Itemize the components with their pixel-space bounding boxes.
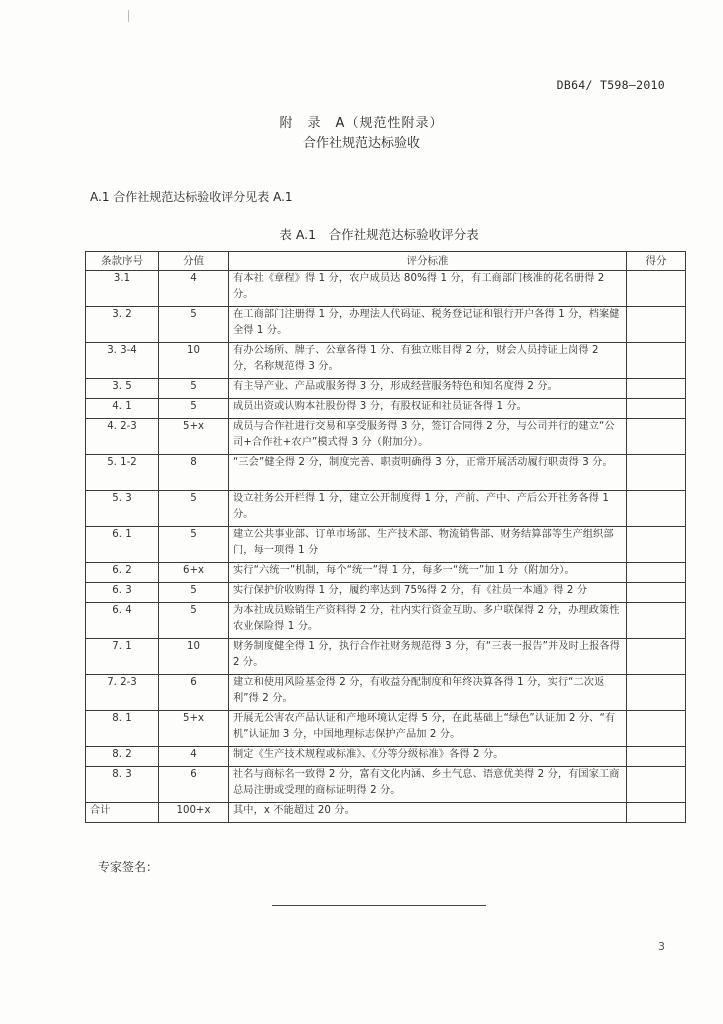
table-row: [86, 527, 686, 563]
table-row: [86, 455, 686, 491]
criteria-text: 成员与合作社进行交易和享受服务得 3 分，签订合同得 2 分，与公司并行的建立“公司+合作社+农户”模式得 3 分（附加分）。: [229, 419, 627, 455]
clause-no: 6. 3: [86, 583, 159, 603]
table-caption: 表 A.1 合作社规范达标验收评分表: [279, 227, 479, 242]
clause-no: 4. 2-3: [86, 419, 159, 455]
obtained-score-cell[interactable]: [627, 399, 686, 419]
scan-artifact: [128, 10, 129, 22]
obtained-score-cell[interactable]: [627, 343, 686, 379]
clause-no: 6. 1: [86, 527, 159, 563]
header-clause-no: 条款序号: [86, 252, 159, 271]
criteria-text: 制定《生产技术规程或标准》、《分等分级标准》各得 2 分。: [229, 747, 627, 767]
table-header-row: [86, 252, 686, 271]
clause-no: 4. 1: [86, 399, 159, 419]
total-note: 其中，x 不能超过 20 分。: [229, 803, 627, 823]
obtained-score-cell[interactable]: [627, 639, 686, 675]
obtained-score-cell[interactable]: [627, 419, 686, 455]
clause-no: 7. 1: [86, 639, 159, 675]
score-table: [85, 251, 686, 823]
clause-no: 8. 1: [86, 711, 159, 747]
score-value: 5: [159, 491, 229, 527]
table-row: [86, 583, 686, 603]
section-intro: A.1 合作社规范达标验收评分见表 A.1: [90, 190, 293, 204]
page-number: 3: [658, 940, 665, 953]
table-row: [86, 379, 686, 399]
criteria-text: 有办公场所、牌子、公章各得 1 分、有独立账目得 2 分，财会人员持证上岗得 2 分，名称规范得 3 分。: [229, 343, 627, 379]
clause-no: 5. 1-2: [86, 455, 159, 491]
header-criteria: 评分标准: [229, 252, 627, 271]
document-code: DB64/ T598—2010: [556, 78, 665, 92]
score-value: 5: [159, 307, 229, 343]
clause-no: 8. 3: [86, 767, 159, 803]
score-value: 10: [159, 639, 229, 675]
table-row: [86, 491, 686, 527]
criteria-text: 社名与商标名一致得 2 分，富有文化内涵、乡土气息、语意优美得 2 分，有国家工商总局注册或受理的商标证明得 2 分。: [229, 767, 627, 803]
total-score: 100+x: [159, 803, 229, 823]
obtained-score-cell[interactable]: [627, 527, 686, 563]
clause-no: 6. 4: [86, 603, 159, 639]
score-value: 6+x: [159, 563, 229, 583]
annex-title: 附 录 A（规范性附录）: [279, 116, 444, 131]
score-value: 10: [159, 343, 229, 379]
criteria-text: 有主导产业、产品或服务得 3 分，形成经营服务特色和知名度得 2 分。: [229, 379, 627, 399]
criteria-text: 实行“六统一”机制，每个“统一”得 1 分，每多一“统一”加 1 分（附加分）。: [229, 563, 627, 583]
obtained-score-cell[interactable]: [627, 747, 686, 767]
header-score: 分值: [159, 252, 229, 271]
obtained-score-cell[interactable]: [627, 583, 686, 603]
criteria-text: 有本社《章程》得 1 分，农户成员达 80%得 1 分，有工商部门核准的花名册得 2 分。: [229, 271, 627, 307]
criteria-text: 财务制度健全得 1 分，执行合作社财务规范得 3 分，有“三表一报告”并及时上报各得 2 分。: [229, 639, 627, 675]
obtained-score-cell[interactable]: [627, 271, 686, 307]
obtained-score-cell[interactable]: [627, 379, 686, 399]
table-row: [86, 603, 686, 639]
score-value: 5: [159, 379, 229, 399]
table-row: [86, 563, 686, 583]
table-row: [86, 419, 686, 455]
clause-no: 8. 2: [86, 747, 159, 767]
score-value: 4: [159, 747, 229, 767]
criteria-text: 为本社成员赊销生产资料得 2 分，社内实行资金互助、多户联保得 2 分，办理政策性农业保险得 1 分。: [229, 603, 627, 639]
table-row: [86, 307, 686, 343]
total-label: 合计: [86, 803, 159, 823]
clause-no: 7. 2-3: [86, 675, 159, 711]
obtained-score-cell[interactable]: [627, 455, 686, 491]
table-row: [86, 747, 686, 767]
obtained-score-cell[interactable]: [627, 675, 686, 711]
score-value: 4: [159, 271, 229, 307]
obtained-score-cell[interactable]: [627, 307, 686, 343]
table-row: [86, 271, 686, 307]
table-row: [86, 343, 686, 379]
score-value: 6: [159, 767, 229, 803]
criteria-text: 设立社务公开栏得 1 分，建立公开制度得 1 分，产前、产中、产后公开社务各得 1 分。: [229, 491, 627, 527]
score-value: 5: [159, 399, 229, 419]
score-value: 8: [159, 455, 229, 491]
score-value: 5: [159, 583, 229, 603]
clause-no: 3.1: [86, 271, 159, 307]
score-value: 5: [159, 603, 229, 639]
score-value: 6: [159, 675, 229, 711]
obtained-score-cell[interactable]: [627, 603, 686, 639]
obtained-score-cell[interactable]: [627, 491, 686, 527]
annex-subtitle: 合作社规范达标验收: [302, 136, 420, 151]
criteria-text: 建立公共事业部、订单市场部、生产技术部、物流销售部、财务结算部等生产组织部门，每一项得 1 分: [229, 527, 627, 563]
obtained-score-cell[interactable]: [627, 711, 686, 747]
clause-no: 6. 2: [86, 563, 159, 583]
table-row: [86, 639, 686, 675]
total-row: [86, 803, 686, 823]
clause-no: 3. 5: [86, 379, 159, 399]
criteria-text: 实行保护价收购得 1 分，履约率达到 75%得 2 分，有《社员一本通》得 2 分: [229, 583, 627, 603]
obtained-score-cell[interactable]: [627, 767, 686, 803]
score-value: 5+x: [159, 711, 229, 747]
criteria-text: 在工商部门注册得 1 分，办理法人代码证、税务登记证和银行开户各得 1 分，档案健全得 1 分。: [229, 307, 627, 343]
clause-no: 3. 3-4: [86, 343, 159, 379]
criteria-text: 成员出资或认购本社股份得 3 分，有股权证和社员证各得 1 分。: [229, 399, 627, 419]
expert-signature-label: 专家签名：: [98, 860, 159, 874]
obtained-score-cell[interactable]: [627, 563, 686, 583]
table-row: [86, 711, 686, 747]
criteria-text: 开展无公害农产品认证和产地环境认定得 5 分，在此基础上“绿色”认证加 2 分、“有机”认证加 3 分，中国地理标志保护产品加 2 分。: [229, 711, 627, 747]
table-row: [86, 399, 686, 419]
clause-no: 3. 2: [86, 307, 159, 343]
score-value: 5: [159, 527, 229, 563]
clause-no: 5. 3: [86, 491, 159, 527]
criteria-text: “三会”健全得 2 分，制度完善、职责明确得 3 分，正常开展活动履行职责得 3 分。: [229, 455, 627, 491]
signature-line[interactable]: [272, 905, 486, 906]
total-obtained-cell[interactable]: [627, 803, 686, 823]
table-row: [86, 767, 686, 803]
criteria-text: 建立和使用风险基金得 2 分，有收益分配制度和年终决算各得 1 分，实行“二次返利”得 2 分。: [229, 675, 627, 711]
table-row: [86, 675, 686, 711]
score-value: 5+x: [159, 419, 229, 455]
header-obtained: 得分: [627, 252, 686, 271]
